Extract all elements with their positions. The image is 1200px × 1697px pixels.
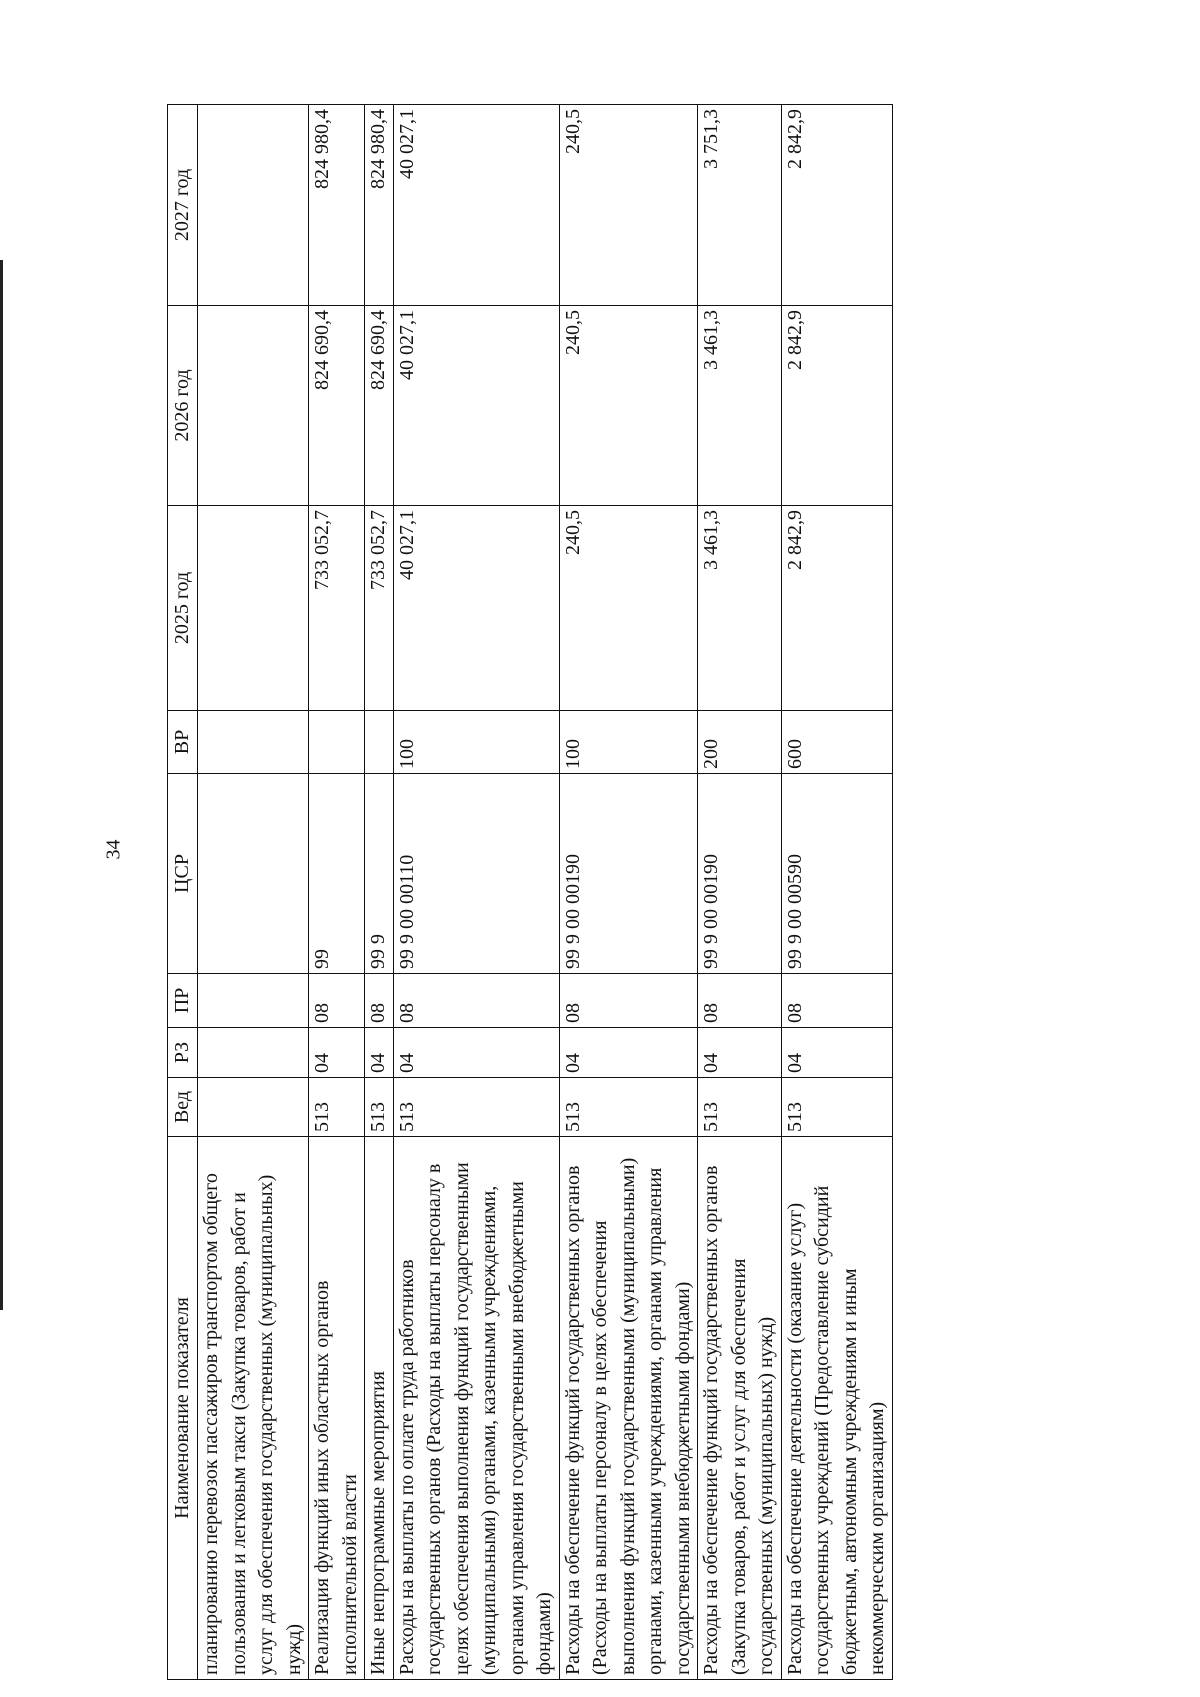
cell-2026: 2 842,9	[781, 306, 892, 506]
cell-2026: 824 690,4	[365, 306, 394, 506]
cell-2025: 40 027,1	[393, 506, 559, 711]
cell-2026: 240,5	[559, 306, 698, 506]
cell-csr: 99 9 00 00590	[781, 774, 892, 974]
cell-csr: 99	[309, 774, 365, 974]
cell-ved: 513	[698, 1078, 782, 1137]
cell-pr	[198, 974, 309, 1028]
cell-rz: 04	[393, 1028, 559, 1078]
table-row	[559, 105, 698, 1680]
cell-2026: 824 690,4	[309, 306, 365, 506]
cell-rz: 04	[365, 1028, 394, 1078]
header-2026: 2026 год	[168, 306, 198, 506]
cell-pr: 08	[781, 974, 892, 1028]
header-pr: ПР	[168, 974, 198, 1028]
cell-name: планированию перевозок пассажиров транспортом общего пользования и легковым такси (Закупка товаров, работ и услуг для обеспечения государственных (муниципальных) нужд)	[198, 1137, 309, 1680]
cell-csr: 99 9 00 00190	[698, 774, 782, 974]
header-csr: ЦСР	[168, 774, 198, 974]
table-row	[309, 105, 365, 1680]
header-2027: 2027 год	[168, 105, 198, 306]
cell-name: Реализация функций иных областных органов исполнительной власти	[309, 1137, 365, 1680]
cell-vr: 100	[559, 711, 698, 774]
cell-2027: 824 980,4	[365, 105, 394, 306]
table-header-row	[168, 105, 198, 1680]
cell-2027: 3 751,3	[698, 105, 782, 306]
budget-table	[167, 104, 893, 1680]
header-name: Наименование показателя	[168, 1137, 198, 1680]
cell-2027: 40 027,1	[393, 105, 559, 306]
cell-pr: 08	[309, 974, 365, 1028]
cell-vr: 600	[781, 711, 892, 774]
table-row	[698, 105, 782, 1680]
table-row	[365, 105, 394, 1680]
cell-ved: 513	[365, 1078, 394, 1137]
cell-csr: 99 9	[365, 774, 394, 974]
table-row	[781, 105, 892, 1680]
cell-ved: 513	[559, 1078, 698, 1137]
header-rz: РЗ	[168, 1028, 198, 1078]
cell-2025: 733 052,7	[309, 506, 365, 711]
cell-vr	[309, 711, 365, 774]
header-vr: ВР	[168, 711, 198, 774]
cell-2027: 240,5	[559, 105, 698, 306]
cell-2026: 3 461,3	[698, 306, 782, 506]
cell-name: Иные непрограммные мероприятия	[365, 1137, 394, 1680]
header-ved: Вед	[168, 1078, 198, 1137]
cell-vr: 200	[698, 711, 782, 774]
table-row	[393, 105, 559, 1680]
cell-pr: 08	[365, 974, 394, 1028]
header-2025: 2025 год	[168, 506, 198, 711]
cell-2025: 3 461,3	[698, 506, 782, 711]
cell-2027	[198, 105, 309, 306]
cell-name: Расходы на обеспечение функций государственных органов (Расходы на выплаты персоналу в целях обеспечения выполнения функций государственными (муниципальными) органами, казенными учреждениями, органами управления государственными внебюджетными фондами)	[559, 1137, 698, 1680]
cell-csr: 99 9 00 00110	[393, 774, 559, 974]
page-number: 34	[102, 839, 125, 860]
cell-rz: 04	[309, 1028, 365, 1078]
cell-2025	[198, 506, 309, 711]
cell-name: Расходы на выплаты по оплате труда работников государственных органов (Расходы на выплаты персоналу в целях обеспечения выполнения функций государственными (муниципальными) органами, казенными учреждениями, органами управления государственными внебюджетными фондами)	[393, 1137, 559, 1680]
cell-ved	[198, 1078, 309, 1137]
cell-pr: 08	[698, 974, 782, 1028]
cell-csr	[198, 774, 309, 974]
cell-rz: 04	[559, 1028, 698, 1078]
cell-rz	[198, 1028, 309, 1078]
cell-ved: 513	[781, 1078, 892, 1137]
scan-edge	[0, 260, 3, 1310]
cell-ved: 513	[309, 1078, 365, 1137]
cell-2026: 40 027,1	[393, 306, 559, 506]
rotated-table-container	[167, 105, 1117, 1680]
cell-vr	[198, 711, 309, 774]
cell-ved: 513	[393, 1078, 559, 1137]
cell-2025: 733 052,7	[365, 506, 394, 711]
cell-pr: 08	[559, 974, 698, 1028]
cell-rz: 04	[781, 1028, 892, 1078]
cell-vr	[365, 711, 394, 774]
cell-2025: 240,5	[559, 506, 698, 711]
cell-rz: 04	[698, 1028, 782, 1078]
cell-pr: 08	[393, 974, 559, 1028]
cell-2026	[198, 306, 309, 506]
cell-2025: 2 842,9	[781, 506, 892, 711]
cell-name: Расходы на обеспечение функций государственных органов (Закупка товаров, работ и услуг для обеспечения государственных (муниципальных) нужд)	[698, 1137, 782, 1680]
table-row	[198, 105, 309, 1680]
cell-name: Расходы на обеспечение деятельности (оказание услуг) государственных учреждений (Предоставление субсидий бюджетным, автономным учреждениям и иным некоммерческим организациям)	[781, 1137, 892, 1680]
cell-csr: 99 9 00 00190	[559, 774, 698, 974]
cell-2027: 2 842,9	[781, 105, 892, 306]
cell-2027: 824 980,4	[309, 105, 365, 306]
cell-vr: 100	[393, 711, 559, 774]
